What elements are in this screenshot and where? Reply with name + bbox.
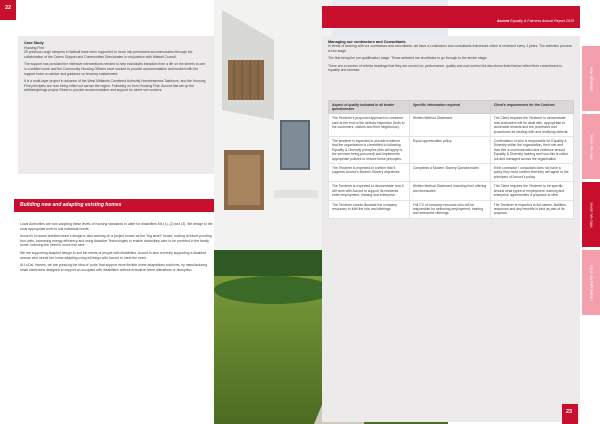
table-cell: Completes a Modern Slavery Questionnaire. bbox=[409, 164, 490, 182]
table-cell: Full CV of company resource who will be responsible for delivering employment, training and enterprise offerings. bbox=[409, 200, 490, 218]
body-paragraph: Local Authorities are now adopting these levels of housing standards to cater for disabilities M4 (1), (2) and (3). We design to the most appropriate level to suit individual needs. bbox=[20, 222, 213, 231]
table-cell: The Tenderer should illustrate the company resources to fulfil the role and offerings. bbox=[329, 200, 410, 218]
section-side-tabs bbox=[582, 46, 600, 332]
table-cell: The Tenderer is expected to demonstrate how it will work with Accord to support its residents enter employment, training and enterprise. bbox=[329, 182, 410, 200]
table-cell: Written Method Statement. bbox=[409, 114, 490, 137]
side-tab-active[interactable] bbox=[582, 182, 600, 248]
table-row bbox=[329, 200, 574, 218]
side-tab[interactable] bbox=[582, 46, 600, 112]
table-row bbox=[329, 182, 574, 200]
right-intro-text bbox=[328, 44, 574, 73]
table-header-row bbox=[329, 101, 574, 114]
table-cell: The Tenderer's proposed approach to customer care at the end of the defects inspection (both to the customers, visitors and their neighbours). bbox=[329, 114, 410, 137]
column-header: Aspect of quality included in all tender questionnaire bbox=[329, 101, 410, 114]
header-brand: Accord bbox=[496, 19, 510, 23]
table-cell: The Client requires the Tenderer to demonstrate how customers will be dealt with, appropriate to vulnerable tenants and the processes and procedures for dealing with and rectifying defects. bbox=[490, 114, 573, 137]
side-tab[interactable] bbox=[582, 250, 600, 316]
table-cell: If the contractor / consultant does not have a policy they must confirm that they will agree to the principles of Accord's policy. bbox=[490, 164, 573, 182]
case-study-paragraph: 25 previous rough sleepers in Walsall have been supported to move into permanent accommodation through the collaboration of the Carers Support and Communities Directorates in conjunction with Walsall Council. bbox=[24, 50, 193, 59]
table-row bbox=[329, 164, 574, 182]
body-paragraph: Accord's in-house architect team's design is also working on a project known as the "big sister" house, looking at future-proofing four units, increasing energy efficiency and using Assistive Technologies to enable domiciliary care to be provided in the family home, reducing the need to move into care. bbox=[20, 234, 212, 248]
intro-paragraph: There are a number of criteria headings that they are scored on; performance, quality and cost control but also those listed below reflect their commitment to equality and fairness: bbox=[328, 63, 563, 73]
side-tab-label: Strategic Aim bbox=[588, 67, 594, 91]
column-header: Specific information required bbox=[409, 101, 490, 114]
table-cell: The Tenderer is expected to list names, facilities, resources and any benefits in kind as part of its proposal. bbox=[490, 200, 573, 218]
intro-paragraph: In terms of working with our contractors and consultants, we have a contractors and consultants framework which is reviewed every 4 years. The selection process is two stage. bbox=[328, 44, 572, 53]
header-text bbox=[497, 19, 574, 23]
table-cell: Written Method Statement including their offering and timescales. bbox=[409, 182, 490, 200]
right-intro bbox=[328, 40, 574, 76]
case-study-title: Case Study bbox=[24, 41, 44, 45]
report-header bbox=[322, 6, 580, 28]
criteria-table bbox=[328, 100, 574, 219]
page-number: 22 bbox=[5, 5, 12, 11]
side-tab-label: Challenges for 2019 bbox=[588, 265, 594, 301]
column-header: Client's requirements for the Contract bbox=[490, 101, 573, 114]
body-paragraph: At LoCaL Homes, we are pursuing the idea of 'pods' that support more flexible home adaptations solutions, by manufacturing small extensions designed to support an occupant with disabilities without extensive home alterations or disruption. bbox=[20, 263, 208, 272]
table-cell: Confirmation of who is responsible for Equality & Diversity within the organisation, their role and how this is communicated and evidence around Equality & Diversity training and how this is rolled-out and managed across the organisation. bbox=[490, 137, 573, 164]
table-cell: The tenderer is expected to provide evidence that the organisation is committed to following Equality & Diversity principles (this will apply to the services being procured) and implements appropriate policies to reduce these principles. bbox=[329, 137, 410, 164]
table-cell: Equal opportunities policy. bbox=[409, 137, 490, 164]
table-cell: The Client requires the Tenderer to be specific around what types of employment, training and enterprise opportunities it proposes to offer. bbox=[490, 182, 573, 200]
case-study-paragraph: The support has provided the intensive interventions needed to help individuals transition from a life on the streets to one in a settled home and the Community Housing Officers have worked to provide accommodation and worked with the support team on advice and guidance on tenancy sustainment. bbox=[24, 62, 206, 76]
section-heading: Building new and adapting existing homes bbox=[20, 202, 122, 208]
page-number: 23 bbox=[566, 409, 573, 415]
case-study-box bbox=[18, 36, 214, 174]
section-heading-band bbox=[14, 199, 222, 212]
table-row bbox=[329, 114, 574, 137]
left-body-text bbox=[20, 222, 216, 275]
case-study-paragraph: It is a multi-layer project in advance of the West Midlands Combined Authority Homelessness Taskforce, and the Housing First principles are now being rolled out across the region. Following on from Housing First, Accord has set up the wellbeingbrings project Street to provide accommodation and support for street sex workers. bbox=[24, 79, 206, 93]
table-row bbox=[329, 137, 574, 164]
page-number-badge bbox=[562, 404, 578, 424]
page-number-badge bbox=[0, 0, 16, 20]
case-study-body bbox=[24, 50, 208, 93]
table-cell: The Tenderer is expected to confirm that it supports Accord's Modern Slavery objectives. bbox=[329, 164, 410, 182]
right-section-title: Managing our contractors and Consultants bbox=[328, 40, 406, 44]
side-tab-label: Who we serve bbox=[588, 202, 594, 228]
body-paragraph: We are supporting adapted design to suit the needs of people with disabilities. Accord is also currently supporting a disabled woman who needs her home adapting using InDesign with Accord to meet the need. bbox=[20, 250, 206, 260]
side-tab-label: Who we serve bbox=[588, 134, 594, 160]
case-study-subtitle: Housing First bbox=[24, 45, 44, 50]
header-title: Equality & Fairness Annual Report 2019 bbox=[510, 19, 574, 23]
side-tab[interactable] bbox=[582, 114, 600, 180]
right-content-panel bbox=[322, 36, 580, 422]
intro-paragraph: The first being the pre-qualification stage. Those selected are shortlisted to go through to the tender stage. bbox=[328, 56, 488, 61]
